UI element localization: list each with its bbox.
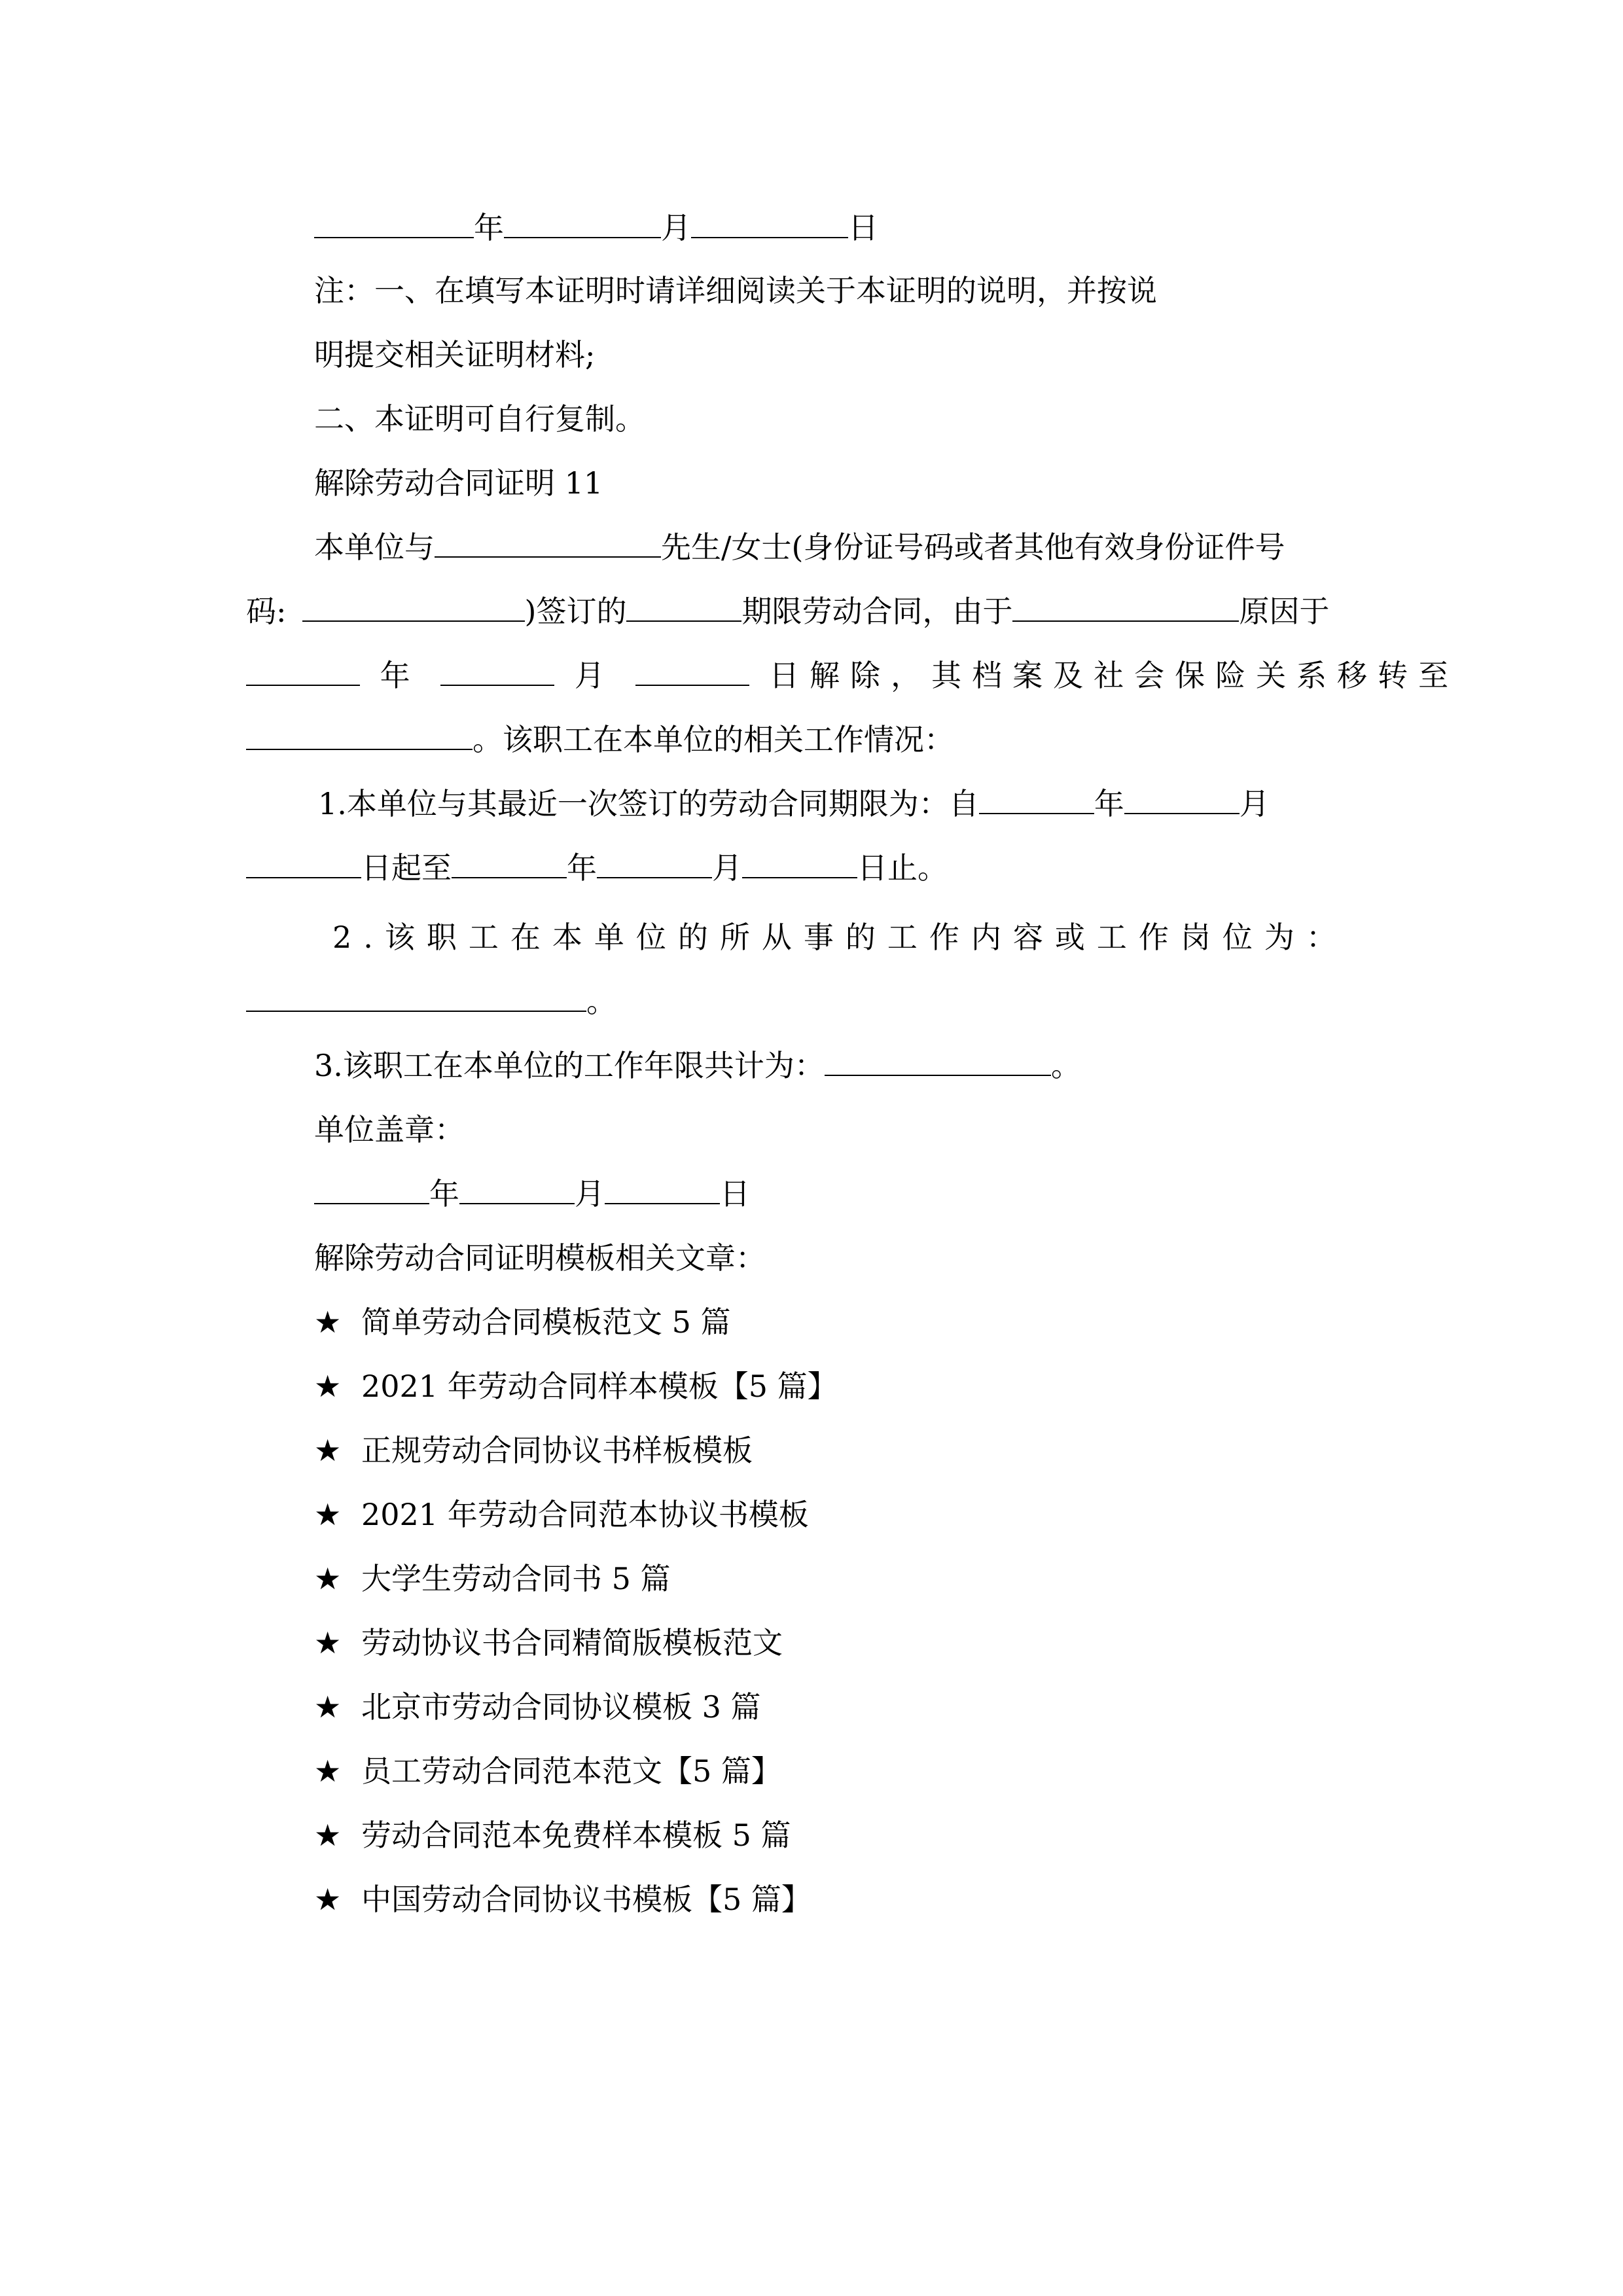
sign-day-label: 日 [720,1176,750,1211]
related-item[interactable] [314,1816,1623,1855]
body-text: 原因于 [1239,594,1330,629]
related-item[interactable] [314,1367,1623,1406]
body-text: 本单位与 [314,529,435,565]
blank-year [314,1174,429,1204]
related-link[interactable]: 正规劳动合同协议书样板模板 [361,1433,753,1468]
star-icon: ★ [314,1433,342,1468]
blank-month [504,208,661,238]
related-link[interactable]: 北京市劳动合同协议模板 3 篇 [361,1689,761,1725]
body-text: 日解除，其档案及社会保险关系移转至 [769,658,1459,693]
seal-label: 单位盖章： [314,1112,465,1147]
body-text: 期限劳动合同，由于 [741,594,1013,629]
item-2-line-1: 2.该职工在本单位的所从事的工作内容或工作岗位为： [332,920,1348,955]
star-icon: ★ [314,1304,342,1340]
blank-year [314,208,474,238]
related-link[interactable]: 劳动合同范本免费样本模板 5 篇 [361,1818,791,1853]
related-link[interactable]: 中国劳动合同协议书模板【5 篇】 [361,1882,812,1917]
related-link[interactable]: 简单劳动合同模板范文 5 篇 [361,1304,731,1340]
related-item[interactable] [314,1880,1623,1919]
section-title: 解除劳动合同证明 11 [314,465,603,501]
item-text: 日起至 [361,850,452,886]
related-link[interactable]: 劳动协议书合同精简版模板范文 [361,1625,783,1660]
blank-day [605,1174,720,1204]
related-link[interactable]: 2021 年劳动合同范本协议书模板 [361,1497,809,1532]
blank-reason [1012,592,1239,622]
star-icon: ★ [314,1689,342,1725]
related-item[interactable] [314,1751,1623,1791]
item-1-line-1 [318,784,1623,823]
body-text: 。该职工在本单位的相关工作情况： [473,722,954,757]
item-text: 。 [1050,1048,1081,1083]
star-icon: ★ [314,1882,342,1917]
related-link[interactable]: 2021 年劳动合同样本模板【5 篇】 [361,1369,838,1404]
related-link[interactable]: 员工劳动合同范本范文【5 篇】 [361,1753,781,1789]
item-text: 3.该职工在本单位的工作年限共计为： [314,1048,825,1083]
star-icon: ★ [314,1753,342,1789]
blank-year [979,784,1094,814]
blank-id [302,592,525,622]
blank-month [597,848,712,878]
item-text: 月 [712,850,742,886]
blank-transfer [246,720,473,750]
body-line-2 [246,592,1623,631]
blank-month [459,1174,575,1204]
note-line-1: 注：一、在填写本证明时请详细阅读关于本证明的说明，并按说 [314,273,1157,308]
related-link[interactable]: 大学生劳动合同书 5 篇 [361,1561,671,1596]
related-title: 解除劳动合同证明模板相关文章： [314,1240,766,1276]
top-month-label: 月 [661,210,691,245]
blank-day [635,656,749,686]
star-icon: ★ [314,1561,342,1596]
body-line-4 [246,720,1623,759]
top-day-label: 日 [848,210,878,245]
blank-day [691,208,848,238]
blank-day [742,848,857,878]
item-1-line-2 [246,848,1623,888]
item-text: 年 [1094,786,1124,821]
star-icon: ★ [314,1369,342,1404]
related-item[interactable] [314,1559,1623,1598]
star-icon: ★ [314,1625,342,1660]
body-text: 码: [246,594,287,629]
sign-date-line [314,1174,1623,1213]
item-2-line-2 [246,982,1623,1021]
related-item[interactable] [314,1687,1623,1727]
note-line-2: 明提交相关证明材料; [314,337,596,372]
blank-year [246,656,360,686]
sign-month-label: 月 [575,1176,605,1211]
item-text: 。 [586,984,616,1019]
blank-term [626,592,741,622]
body-text: 先生/女士(身份证号码或者其他有效身份证件号 [661,529,1285,565]
blank-year [452,848,567,878]
blank-month [440,656,554,686]
body-line-1 [314,528,1623,567]
body-text: )签订的 [524,594,627,629]
blank-month [1124,784,1240,814]
item-3-line [314,1046,1623,1085]
body-line-3 [246,656,1623,695]
item-text: 年 [567,850,597,886]
blank-position [246,982,586,1012]
item-text: 1.本单位与其最近一次签订的劳动合同期限为：自 [318,786,979,821]
body-text: 月 [574,658,615,693]
sign-year-label: 年 [429,1176,459,1211]
top-year-label: 年 [474,210,504,245]
blank-years [825,1046,1051,1076]
top-date-line [314,208,1623,247]
note-line-3: 二、本证明可自行复制。 [314,401,645,437]
star-icon: ★ [314,1818,342,1853]
related-item[interactable] [314,1623,1623,1662]
related-item[interactable] [314,1431,1623,1470]
item-text: 月 [1239,786,1270,821]
item-text: 日止。 [857,850,948,886]
body-text: 年 [380,658,421,693]
related-item[interactable] [314,1495,1623,1534]
blank-name [435,528,661,558]
star-icon: ★ [314,1497,342,1532]
blank-day [246,848,361,878]
related-item[interactable] [314,1302,1623,1342]
